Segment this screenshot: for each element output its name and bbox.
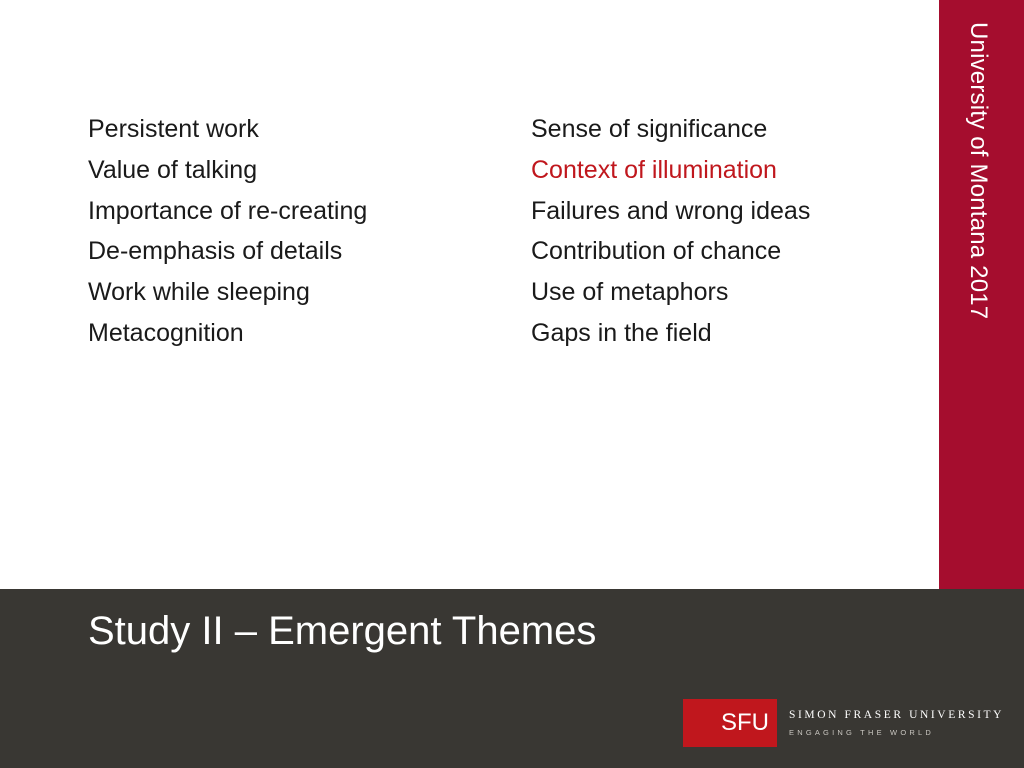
theme-item: Importance of re-creating: [88, 196, 368, 225]
sfu-logo: [683, 699, 1005, 747]
left-theme-list: [88, 109, 367, 354]
logo-tagline: ENGAGING THE WORLD: [789, 728, 934, 737]
theme-item: Use of metaphors: [531, 278, 729, 307]
theme-item: Gaps in the field: [531, 318, 712, 347]
logo-abbr: SFU: [683, 699, 777, 747]
slide-title: Study II – Emergent Themes: [88, 609, 597, 653]
theme-item: Work while sleeping: [88, 278, 310, 307]
side-label: University of Montana 2017: [965, 22, 992, 320]
theme-item: De-emphasis of details: [88, 237, 343, 266]
theme-item: Failures and wrong ideas: [531, 196, 811, 225]
logo-name: SIMON FRASER UNIVERSITY: [789, 709, 1005, 721]
theme-item: Metacognition: [88, 318, 244, 347]
theme-item-highlighted: Context of illumination: [531, 155, 777, 184]
theme-item: Value of talking: [88, 155, 258, 184]
footer-bar: [0, 589, 1024, 768]
theme-item: Contribution of chance: [531, 237, 782, 266]
theme-item: Persistent work: [88, 115, 259, 143]
right-theme-list: [531, 109, 810, 354]
theme-item: Sense of significance: [531, 115, 768, 143]
